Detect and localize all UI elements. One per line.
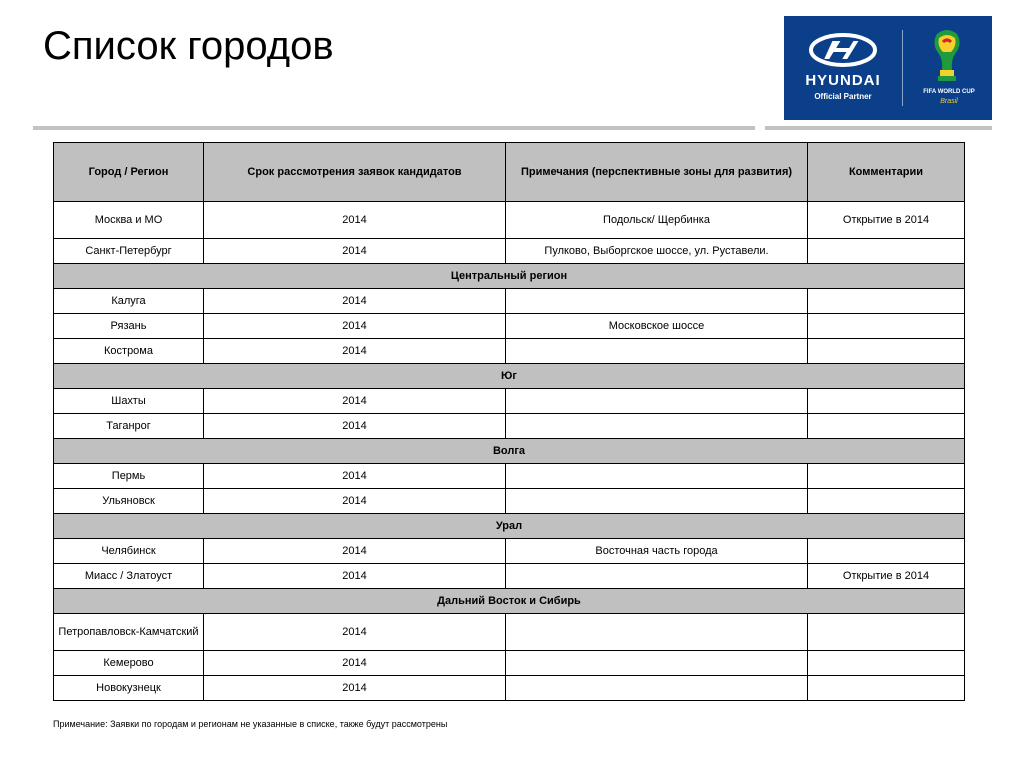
deadline-cell: 2014 (204, 202, 506, 239)
table-row (54, 202, 965, 239)
header-comments: Комментарии (808, 143, 965, 202)
notes-cell: Пулково, Выборгское шоссе, ул. Руставели. (506, 239, 808, 264)
city-cell: Петропавловск-Камчатский (54, 614, 204, 651)
cities-table (53, 142, 965, 701)
deadline-cell: 2014 (204, 314, 506, 339)
city-cell: Челябинск (54, 539, 204, 564)
city-cell: Миасс / Златоуст (54, 564, 204, 589)
comment-cell: Открытие в 2014 (808, 202, 965, 239)
deadline-cell: 2014 (204, 289, 506, 314)
comment-cell: Открытие в 2014 (808, 564, 965, 589)
comment-cell (808, 614, 965, 651)
partner-label: Official Partner (814, 92, 872, 101)
hyundai-fifa-logo (784, 16, 992, 120)
table-row (54, 614, 965, 651)
header-rule-left (33, 126, 755, 130)
comment-cell (808, 289, 965, 314)
city-cell: Новокузнецк (54, 676, 204, 701)
region-name: Центральный регион (54, 264, 965, 289)
city-cell: Москва и МО (54, 202, 204, 239)
deadline-cell: 2014 (204, 389, 506, 414)
page-title: Список городов (43, 24, 334, 68)
comment-cell (808, 339, 965, 364)
deadline-cell: 2014 (204, 414, 506, 439)
header-rule-right (765, 126, 992, 130)
city-cell: Пермь (54, 464, 204, 489)
header-city: Город / Регион (54, 143, 204, 202)
notes-cell (506, 489, 808, 514)
notes-cell (506, 614, 808, 651)
region-name: Дальний Восток и Сибирь (54, 589, 965, 614)
deadline-cell: 2014 (204, 564, 506, 589)
table-row (54, 239, 965, 264)
brand-name: HYUNDAI (805, 72, 881, 89)
world-cup-trophy-icon (929, 28, 965, 88)
comment-cell (808, 414, 965, 439)
comment-cell (808, 539, 965, 564)
comment-cell (808, 464, 965, 489)
header-notes: Примечания (перспективные зоны для развития) (506, 143, 808, 202)
notes-cell (506, 464, 808, 489)
comment-cell (808, 651, 965, 676)
comment-cell (808, 676, 965, 701)
table-row (54, 464, 965, 489)
city-cell: Таганрог (54, 414, 204, 439)
city-cell: Кострома (54, 339, 204, 364)
hyundai-emblem-icon (808, 32, 878, 68)
comment-cell (808, 239, 965, 264)
table-body (54, 202, 965, 701)
table-row (54, 651, 965, 676)
table-row (54, 489, 965, 514)
table-row (54, 564, 965, 589)
comment-cell (808, 389, 965, 414)
region-name: Волга (54, 439, 965, 464)
notes-cell (506, 564, 808, 589)
notes-cell (506, 651, 808, 676)
table-row (54, 414, 965, 439)
table-row (54, 676, 965, 701)
table-row (54, 539, 965, 564)
deadline-cell: 2014 (204, 676, 506, 701)
header-deadline: Срок рассмотрения заявок кандидатов (204, 143, 506, 202)
region-name: Юг (54, 364, 965, 389)
table-row (54, 289, 965, 314)
city-cell: Ульяновск (54, 489, 204, 514)
notes-cell: Подольск/ Щербинка (506, 202, 808, 239)
region-row (54, 264, 965, 289)
notes-cell (506, 389, 808, 414)
notes-cell: Московское шоссе (506, 314, 808, 339)
region-name: Урал (54, 514, 965, 539)
city-cell: Калуга (54, 289, 204, 314)
deadline-cell: 2014 (204, 614, 506, 651)
deadline-cell: 2014 (204, 489, 506, 514)
header-row (54, 143, 965, 202)
comment-cell (808, 489, 965, 514)
city-cell: Санкт-Петербург (54, 239, 204, 264)
notes-cell (506, 414, 808, 439)
notes-cell (506, 676, 808, 701)
notes-cell (506, 289, 808, 314)
table-row (54, 389, 965, 414)
notes-cell: Восточная часть города (506, 539, 808, 564)
city-cell: Шахты (54, 389, 204, 414)
city-cell: Кемерово (54, 651, 204, 676)
region-row (54, 514, 965, 539)
region-row (54, 589, 965, 614)
deadline-cell: 2014 (204, 651, 506, 676)
deadline-cell: 2014 (204, 239, 506, 264)
event-label: FIFA WORLD CUP (923, 89, 975, 95)
table-row (54, 339, 965, 364)
deadline-cell: 2014 (204, 339, 506, 364)
region-row (54, 439, 965, 464)
region-row (54, 364, 965, 389)
deadline-cell: 2014 (204, 539, 506, 564)
logo-divider (902, 30, 903, 106)
notes-cell (506, 339, 808, 364)
deadline-cell: 2014 (204, 464, 506, 489)
city-cell: Рязань (54, 314, 204, 339)
country-label: Brasil (940, 98, 958, 105)
table-row (54, 314, 965, 339)
footnote: Примечание: Заявки по городам и регионам не указанные в списке, также будут рассмотрены (53, 719, 448, 729)
comment-cell (808, 314, 965, 339)
